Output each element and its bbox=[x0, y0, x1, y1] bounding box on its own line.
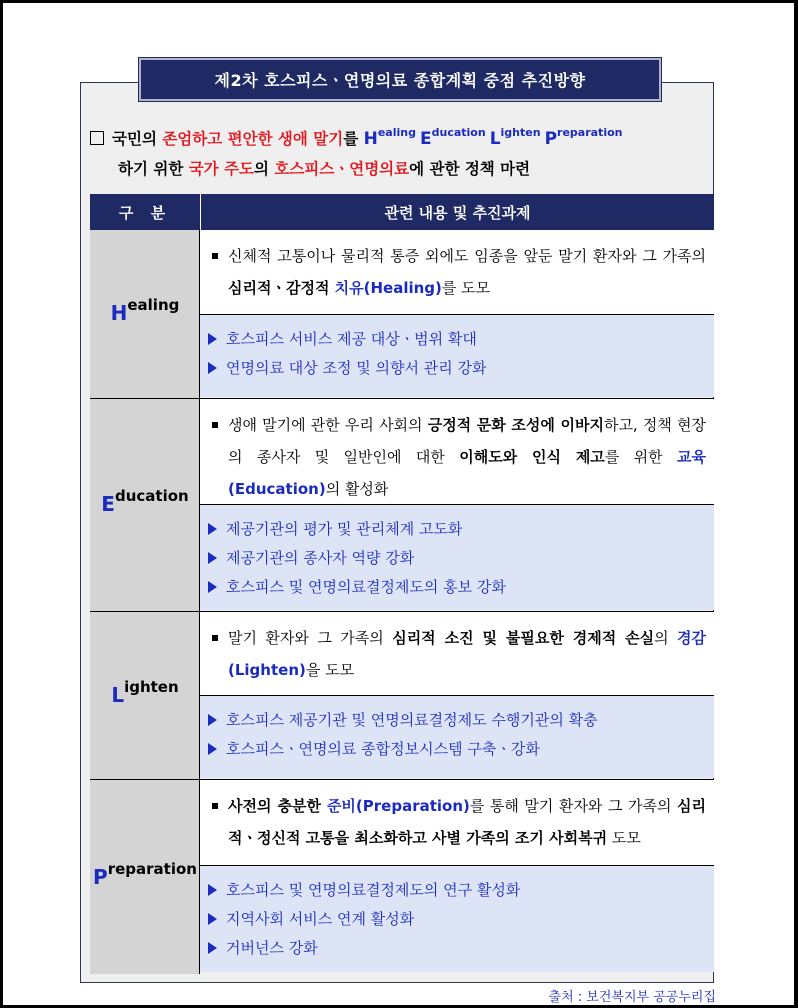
task-item bbox=[208, 905, 706, 934]
desc-text: 을 도모 bbox=[305, 661, 355, 679]
triangle-bullet-icon bbox=[208, 362, 217, 374]
triangle-bullet-icon bbox=[208, 333, 217, 345]
row-description bbox=[200, 230, 714, 315]
keyword-cap: E bbox=[419, 129, 432, 149]
task-text: 호스피스 및 연명의료결정제도의 연구 활성화 bbox=[226, 881, 521, 899]
row-label bbox=[90, 678, 200, 707]
keyword-rest: ealing bbox=[377, 126, 416, 139]
keyword-cap: P bbox=[544, 129, 558, 149]
column-header-category: 구 분 bbox=[118, 203, 172, 222]
row-label bbox=[90, 860, 200, 889]
desc-text: 생애 말기에 관한 우리 사회의 bbox=[228, 416, 428, 434]
keyword-rest: ighten bbox=[500, 126, 541, 139]
task-item bbox=[208, 934, 706, 963]
desc-text: 의 bbox=[654, 629, 678, 647]
triangle-bullet-icon bbox=[208, 913, 217, 925]
table-header bbox=[90, 194, 714, 230]
row-label-cell bbox=[90, 612, 200, 779]
task-text: 호스피스 서비스 제공 대상ㆍ범위 확대 bbox=[226, 330, 477, 348]
intro-highlight-red: 호스피스ㆍ연명의료 bbox=[274, 160, 410, 178]
square-bullet-icon bbox=[212, 422, 218, 428]
page-title: 제2차 호스피스ㆍ연명의료 종합계획 중점 추진방향 bbox=[139, 58, 661, 101]
desc-keyword: 교육(Education) bbox=[228, 448, 707, 498]
checkbox-square-icon bbox=[90, 131, 104, 145]
task-text: 제공기관의 종사자 역량 강화 bbox=[226, 549, 415, 567]
desc-text: 를 도모 bbox=[441, 279, 491, 297]
intro-text: 국민의 bbox=[112, 130, 163, 148]
task-text: 호스피스 제공기관 및 연명의료결정제도 수행기관의 확충 bbox=[226, 711, 598, 729]
table-row-lighten bbox=[90, 612, 714, 780]
row-label-cell bbox=[90, 399, 200, 611]
row-label-rest: ducation bbox=[114, 487, 189, 505]
intro-highlight-red: 국가 주도 bbox=[188, 160, 254, 178]
task-item bbox=[208, 876, 706, 905]
desc-bold: 심리적 소진 및 불필요한 경제적 손실 bbox=[392, 629, 655, 647]
table-row-healing bbox=[90, 230, 714, 399]
task-text: 지역사회 서비스 연계 활성화 bbox=[226, 910, 415, 928]
row-label-cell bbox=[90, 230, 200, 398]
task-item bbox=[208, 573, 706, 602]
row-label bbox=[90, 296, 200, 325]
intro-text: 하기 위한 bbox=[118, 160, 189, 178]
triangle-bullet-icon bbox=[208, 942, 217, 954]
task-text: 거버넌스 강화 bbox=[226, 939, 318, 957]
row-description bbox=[200, 612, 714, 696]
desc-bold: 긍정적 문화 조성에 이바지 bbox=[427, 416, 604, 434]
triangle-bullet-icon bbox=[208, 884, 217, 896]
desc-text: 하고, 정책 현장의 종사자 및 일반인에 대한 bbox=[228, 416, 706, 466]
row-label-cap: L bbox=[111, 683, 125, 707]
column-header-content: 관련 내용 및 추진과제 bbox=[200, 194, 714, 230]
row-tasks bbox=[200, 505, 714, 610]
intro-line-2 bbox=[90, 154, 714, 184]
table-row-preparation bbox=[90, 780, 714, 974]
row-label-cap: H bbox=[110, 301, 128, 325]
intro-statement bbox=[90, 118, 714, 184]
row-tasks bbox=[200, 315, 714, 397]
triangle-bullet-icon bbox=[208, 552, 217, 564]
intro-text: 에 관한 정책 마련 bbox=[409, 160, 531, 178]
keyword-cap: L bbox=[489, 129, 501, 149]
intro-text: 를 bbox=[343, 130, 364, 148]
row-description bbox=[200, 399, 714, 505]
row-label-cap: E bbox=[101, 492, 115, 516]
task-item bbox=[208, 354, 706, 383]
row-label-cell bbox=[90, 780, 200, 974]
desc-bold: 심리적ㆍ정신적 고통을 최소화하고 사별 가족의 조기 사회복귀 bbox=[228, 797, 706, 847]
task-item bbox=[208, 544, 706, 573]
desc-bold: 이해도와 인식 제고 bbox=[459, 448, 605, 466]
keyword-rest: ducation bbox=[431, 126, 486, 139]
desc-text: 신체적 고통이나 물리적 통증 외에도 임종을 앞둔 말기 환자와 그 가족의 bbox=[228, 247, 706, 265]
desc-keyword: 경감(Lighten) bbox=[228, 629, 707, 679]
source-caption: 출처 : 보건복지부 공공누리집 bbox=[548, 990, 716, 1005]
square-bullet-icon bbox=[212, 803, 218, 809]
keyword-rest: reparation bbox=[557, 126, 623, 139]
triangle-bullet-icon bbox=[208, 743, 217, 755]
task-text: 제공기관의 평가 및 관리체계 고도화 bbox=[226, 520, 463, 538]
task-item bbox=[208, 706, 706, 735]
task-item bbox=[208, 735, 706, 764]
intro-line-1 bbox=[90, 118, 714, 154]
triangle-bullet-icon bbox=[208, 581, 217, 593]
row-tasks bbox=[200, 696, 714, 778]
desc-text: 를 위한 bbox=[604, 448, 678, 466]
task-text: 연명의료 대상 조정 및 의향서 관리 강화 bbox=[226, 359, 487, 377]
intro-text: 의 bbox=[253, 160, 275, 178]
square-bullet-icon bbox=[212, 253, 218, 259]
table-row-education bbox=[90, 399, 714, 612]
desc-text: 도모 bbox=[607, 829, 641, 847]
keyword-cap: H bbox=[363, 129, 378, 149]
row-description bbox=[200, 780, 714, 866]
desc-bold: 심리적ㆍ감정적 bbox=[228, 279, 335, 297]
triangle-bullet-icon bbox=[208, 714, 217, 726]
row-label-rest: ighten bbox=[124, 678, 179, 696]
triangle-bullet-icon bbox=[208, 523, 217, 535]
desc-text: 말기 환자와 그 가족의 bbox=[228, 629, 393, 647]
row-label bbox=[90, 487, 200, 516]
intro-highlight-red: 존엄하고 편안한 생애 말기 bbox=[162, 130, 344, 148]
desc-bold: 사전의 충분한 bbox=[228, 797, 327, 815]
row-label-rest: reparation bbox=[107, 860, 197, 878]
desc-text: 의 활성화 bbox=[325, 480, 389, 498]
row-label-cap: P bbox=[93, 865, 108, 889]
square-bullet-icon bbox=[212, 635, 218, 641]
desc-keyword: 준비(Preparation) bbox=[326, 797, 470, 815]
task-item bbox=[208, 325, 706, 354]
row-tasks bbox=[200, 866, 714, 972]
row-label-rest: ealing bbox=[127, 296, 180, 314]
desc-text: 를 통해 말기 환자와 그 가족의 bbox=[469, 797, 678, 815]
task-text: 호스피스 및 연명의료결정제도의 홍보 강화 bbox=[226, 578, 506, 596]
desc-keyword: 치유(Healing) bbox=[334, 279, 442, 297]
task-item bbox=[208, 515, 706, 544]
task-text: 호스피스ㆍ연명의료 종합정보시스템 구축ㆍ강화 bbox=[226, 740, 540, 758]
